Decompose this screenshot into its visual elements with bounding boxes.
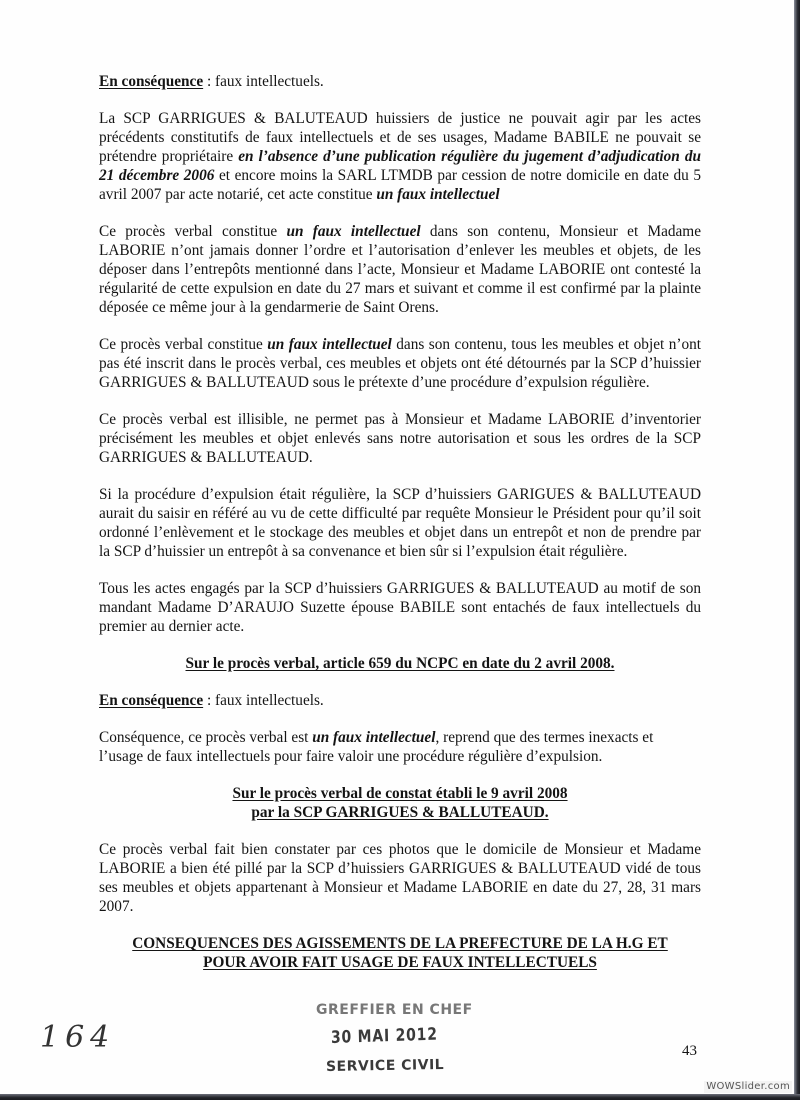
paragraph-7-text-b: , reprend que des termes inexacts et [435, 729, 654, 746]
paragraph-1-text-b: et encore moins la SARL LTMDB par cession de notre domicile en date du 5 avril 2007 par acte notarié, cet acte constitue [99, 167, 701, 203]
paragraph-2-emphasis: un faux intellectuel [286, 223, 421, 240]
consequence-text: : faux intellectuels. [203, 73, 324, 90]
heading-article-659: Sur le procès verbal, article 659 du NCPC en date du 2 avril 2008. [185, 655, 615, 672]
heading-constat-line-1: Sur le procès verbal de constat établi le 9 avril 2008 [232, 785, 568, 802]
consequence-label: En conséquence [99, 73, 204, 90]
paragraph-1-emphasis-b: un faux intellectuel [376, 186, 500, 203]
paragraph-8: Ce procès verbal fait bien constater par ces photos que le domicile de Monsieur et Madame LABORIE a bien été pillé par la SCP d’huissiers GARRIGUES & BALLUTEAUD vidé de tous ses meubles et objets appartenant à Monsieur et Madame LABORIE en date du 27, 28, 31 mars 2007. [99, 841, 701, 915]
paragraph-1-text-a: La SCP GARRIGUES & BALUTEAUD huissiers de justice ne pouvait agir par les actes précédents constitutifs de faux intellectuels et de ses usages, Madame BABILE ne pouvait se prétendre propriétaire [99, 110, 701, 165]
section-consequence-2 [99, 691, 701, 710]
watermark: WOWSlider.com [706, 1081, 790, 1092]
paragraph-3-text-b: dans son contenu, tous les meubles et objet n’ont pas été inscrit dans le procès verbal, ces meubles et objets ont été détournés par la SCP d’huissier GARRIGUES & BALLUTEAUD sous le prétexte d’une procédure d’expulsion régulière. [99, 336, 702, 391]
consequence-text-2: : faux intellectuels. [203, 692, 324, 709]
paragraph-3-text-a: Ce procès verbal constitue [99, 336, 268, 353]
paragraph-2-text-b: dans son contenu, Monsieur et Madame LABORIE n’ont jamais donner l’ordre et l’autorisation d’enlever les meubles et objets, de les déposer dans l’entrepôts mentionné dans l’acte, Monsieur et Madame LABORIE ont contesté la régularité de cette expulsion en date du 27 mars et suivant et comme il est confirmé par la plainte déposée ce même jour à la gendarmerie de Saint Orens. [99, 223, 701, 316]
page-number: 43 [682, 1043, 697, 1059]
paragraph-2-text-a: Ce procès verbal constitue [99, 223, 287, 240]
stamp-service: SERVICE CIVIL [325, 1056, 445, 1076]
paragraph-1-emphasis-a: en l’absence d’une publication régulière du jugement d’adjudication du 21 décembre 2006 [99, 148, 701, 184]
paragraph-7 [99, 728, 701, 766]
frame-edge-right [794, 0, 800, 1100]
paragraph-7-line-1 [99, 728, 701, 747]
consequence-label-2: En conséquence [99, 692, 204, 709]
stamp-greffier: GREFFIER EN CHEF [316, 1002, 473, 1018]
paragraph-4: Ce procès verbal est illisible, ne permet pas à Monsieur et Madame LABORIE d’inventorier précisément les meubles et objet enlevés sans notre autorisation et sous les ordres de la SCP GARRIGUES & BALLUTEAUD. [99, 411, 701, 466]
document-body [99, 72, 701, 972]
stamp-date: 30 MAI 2012 [330, 1024, 438, 1048]
paragraph-7-emphasis: un faux intellectuel [312, 729, 436, 746]
paragraph-3-emphasis: un faux intellectuel [267, 336, 392, 353]
heading-constat-line-2: par la SCP GARRIGUES & BALLUTEAUD. [251, 804, 549, 821]
heading-prefecture-line-1: CONSEQUENCES DES AGISSEMENTS DE LA PREFECTURE DE LA H.G ET [132, 935, 668, 952]
paragraph-3 [99, 335, 701, 392]
frame-edge-bottom [0, 1094, 800, 1100]
paragraph-1 [99, 109, 701, 204]
paragraph-6: Tous les actes engagés par la SCP d’huissiers GARRIGUES & BALLUTEAUD au motif de son mandant Madame D’ARAUJO Suzette épouse BABILE sont entachés de faux intellectuels du premier au dernier acte. [99, 580, 701, 635]
heading-prefecture-line-2: POUR AVOIR FAIT USAGE DE FAUX INTELLECTUELS [203, 954, 597, 971]
section-intro [99, 72, 701, 91]
handwritten-page-number: 164 [40, 1020, 116, 1055]
paragraph-2 [99, 222, 701, 317]
paragraph-5: Si la procédure d’expulsion était régulière, la SCP d’huissiers GARIGUES & BALLUTEAUD aurait du saisir en référé au vu de cette difficulté par requête Monsieur le Président pour qu’il soit ordonné l’enlèvement et le stockage des meubles et objet dans un entrepôt et non de prendre par la SCP d’huissier un entrepôt à sa convenance et bien sûr si l’expulsion était régulière. [99, 486, 701, 560]
paragraph-7-line-2: l’usage de faux intellectuels pour faire valoir une procédure régulière d’expulsion. [99, 748, 603, 765]
paragraph-7-text-a: Conséquence, ce procès verbal est [99, 729, 313, 746]
